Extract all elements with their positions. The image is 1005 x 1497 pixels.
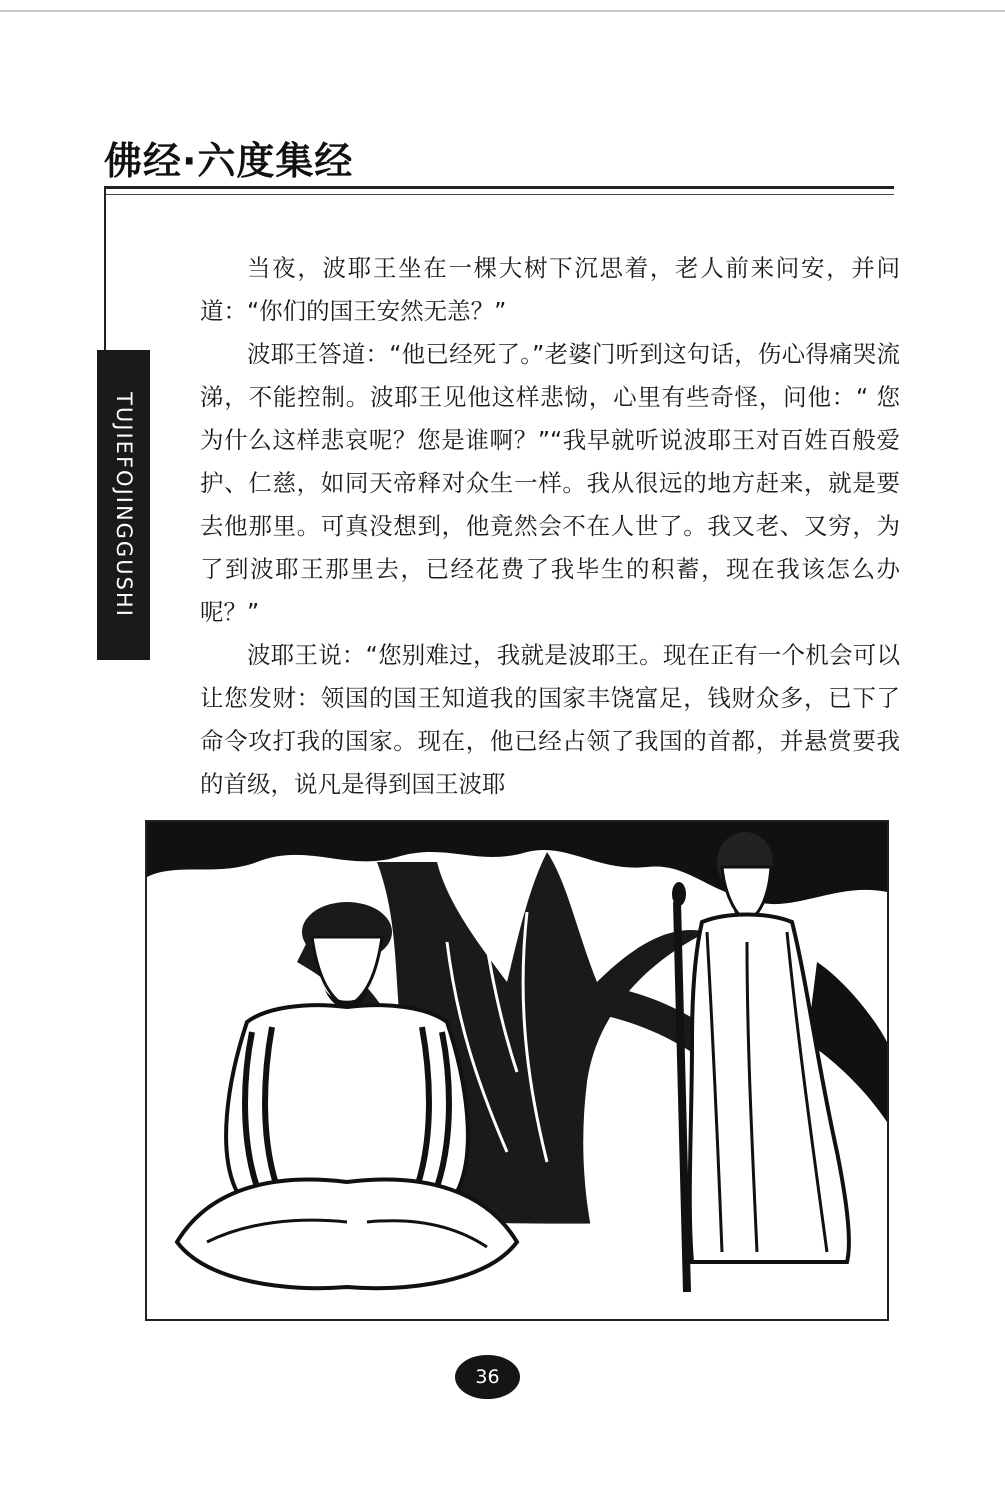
illustration	[145, 820, 889, 1321]
paragraph: 波耶王答道：“他已经死了。”老婆门听到这句话，伤心得痛哭流涕，不能控制。波耶王见他这样悲恸，心里有些奇怪，问他：“ 您为什么这样悲哀呢？您是谁啊？”“我早就听说波耶王对百姓百般爱护、仁慈，如同天帝释对众生一样。我从很远的地方赶来，就是要去他那里。可真没想到，他竟然会不在人世了。我又老、又穷，为了到波耶王那里去，已经花费了我毕生的积蓄，现在我该怎么办呢？”	[200, 340, 900, 626]
header-rule	[104, 186, 894, 189]
header-rule-thin	[104, 194, 894, 195]
side-tab	[97, 350, 150, 660]
side-tab-text: TUJIEFOJINGGUSHI	[111, 392, 136, 618]
page-number-badge: 36	[455, 1355, 520, 1399]
paragraph: 当夜，波耶王坐在一棵大树下沉思着，老人前来问安，并问道：“你们的国王安然无恙？”	[200, 254, 900, 325]
left-border-line	[104, 186, 106, 356]
page-header-title: 佛经·六度集经	[104, 139, 354, 183]
top-rule	[0, 10, 1005, 12]
paragraph: 波耶王说：“您别难过，我就是波耶王。现在正有一个机会可以让您发财：领国的国王知道我的国家丰饶富足，钱财众多，已下了命令攻打我的国家。现在，他已经占领了我国的首都，并悬赏要我的首级，说凡是得到国王波耶	[200, 641, 900, 798]
body-text	[200, 247, 900, 806]
